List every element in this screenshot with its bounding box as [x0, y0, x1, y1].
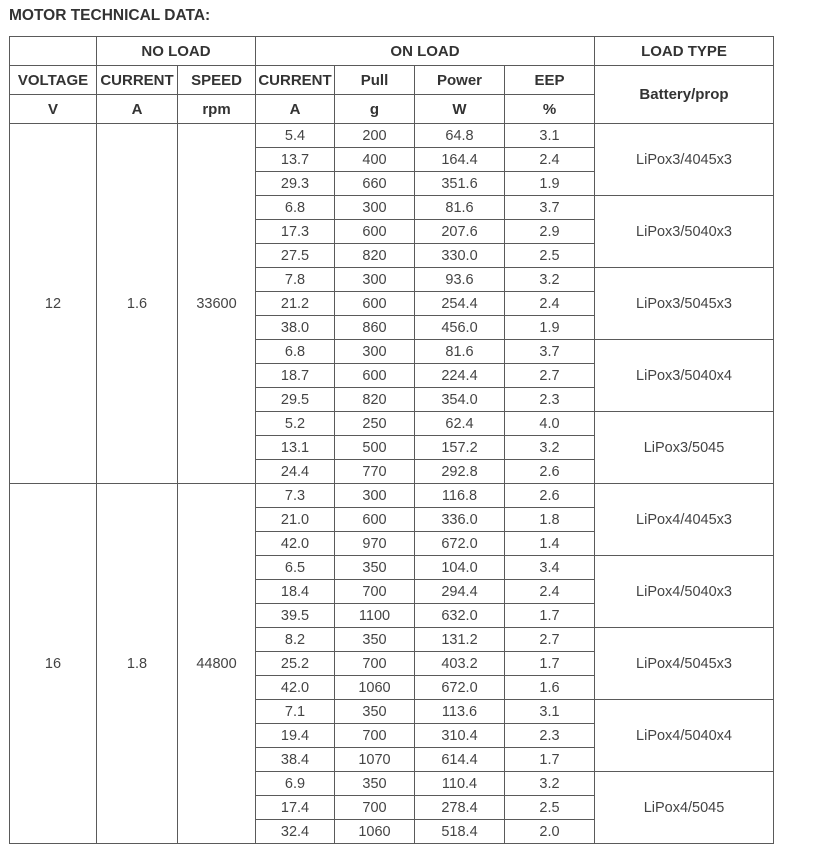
power-cell: 672.0: [415, 532, 505, 556]
eep-cell: 1.7: [505, 604, 595, 628]
eep-cell: 2.4: [505, 292, 595, 316]
eep-cell: 3.7: [505, 196, 595, 220]
voltage-cell: 16: [10, 484, 97, 844]
on-load-current-cell: 18.7: [256, 364, 335, 388]
battery-prop-cell: LiPox4/4045x3: [595, 484, 774, 556]
power-cell: 207.6: [415, 220, 505, 244]
unit-power: W: [415, 95, 505, 124]
pull-cell: 770: [335, 460, 415, 484]
pull-cell: 600: [335, 220, 415, 244]
on-load-current-cell: 29.5: [256, 388, 335, 412]
power-cell: 254.4: [415, 292, 505, 316]
header-blank-cell: [10, 37, 97, 66]
battery-prop-cell: LiPox3/5045x3: [595, 268, 774, 340]
eep-cell: 2.7: [505, 628, 595, 652]
eep-cell: 2.5: [505, 796, 595, 820]
eep-cell: 2.4: [505, 580, 595, 604]
speed-cell: 44800: [178, 484, 256, 844]
eep-cell: 3.2: [505, 268, 595, 292]
power-cell: 157.2: [415, 436, 505, 460]
on-load-current-cell: 39.5: [256, 604, 335, 628]
on-load-current-cell: 38.0: [256, 316, 335, 340]
header-no-load-current: CURRENT: [97, 66, 178, 95]
pull-cell: 600: [335, 508, 415, 532]
power-cell: 330.0: [415, 244, 505, 268]
on-load-current-cell: 21.2: [256, 292, 335, 316]
eep-cell: 1.7: [505, 748, 595, 772]
battery-prop-cell: LiPox4/5040x4: [595, 700, 774, 772]
on-load-current-cell: 27.5: [256, 244, 335, 268]
on-load-current-cell: 18.4: [256, 580, 335, 604]
battery-prop-cell: LiPox3/5040x3: [595, 196, 774, 268]
on-load-current-cell: 38.4: [256, 748, 335, 772]
pull-cell: 200: [335, 124, 415, 148]
pull-cell: 700: [335, 652, 415, 676]
eep-cell: 3.4: [505, 556, 595, 580]
power-cell: 310.4: [415, 724, 505, 748]
battery-prop-cell: LiPox4/5045x3: [595, 628, 774, 700]
power-cell: 292.8: [415, 460, 505, 484]
pull-cell: 350: [335, 772, 415, 796]
header-pull: Pull: [335, 66, 415, 95]
power-cell: 62.4: [415, 412, 505, 436]
power-cell: 81.6: [415, 340, 505, 364]
pull-cell: 300: [335, 196, 415, 220]
no-load-current-cell: 1.6: [97, 124, 178, 484]
power-cell: 351.6: [415, 172, 505, 196]
page-title: MOTOR TECHNICAL DATA:: [9, 7, 211, 24]
unit-no-load-current: A: [97, 95, 178, 124]
battery-prop-cell: LiPox4/5040x3: [595, 556, 774, 628]
pull-cell: 970: [335, 532, 415, 556]
table-row: [10, 484, 774, 508]
power-cell: 93.6: [415, 268, 505, 292]
eep-cell: 2.5: [505, 244, 595, 268]
on-load-current-cell: 21.0: [256, 508, 335, 532]
power-cell: 294.4: [415, 580, 505, 604]
unit-eep: %: [505, 95, 595, 124]
eep-cell: 2.6: [505, 460, 595, 484]
eep-cell: 2.9: [505, 220, 595, 244]
pull-cell: 820: [335, 388, 415, 412]
header-eep: EEP: [505, 66, 595, 95]
pull-cell: 820: [335, 244, 415, 268]
power-cell: 64.8: [415, 124, 505, 148]
pull-cell: 250: [335, 412, 415, 436]
on-load-current-cell: 5.4: [256, 124, 335, 148]
eep-cell: 3.2: [505, 436, 595, 460]
on-load-current-cell: 42.0: [256, 676, 335, 700]
pull-cell: 1060: [335, 820, 415, 844]
unit-voltage: V: [10, 95, 97, 124]
header-speed: SPEED: [178, 66, 256, 95]
battery-prop-cell: LiPox3/5045: [595, 412, 774, 484]
pull-cell: 660: [335, 172, 415, 196]
on-load-current-cell: 8.2: [256, 628, 335, 652]
on-load-current-cell: 17.4: [256, 796, 335, 820]
eep-cell: 3.7: [505, 340, 595, 364]
power-cell: 131.2: [415, 628, 505, 652]
eep-cell: 2.6: [505, 484, 595, 508]
pull-cell: 300: [335, 340, 415, 364]
battery-prop-cell: LiPox3/5040x4: [595, 340, 774, 412]
eep-cell: 1.7: [505, 652, 595, 676]
header-voltage: VOLTAGE: [10, 66, 97, 95]
pull-cell: 300: [335, 484, 415, 508]
pull-cell: 350: [335, 700, 415, 724]
power-cell: 81.6: [415, 196, 505, 220]
header-load-type: LOAD TYPE: [595, 37, 774, 66]
power-cell: 113.6: [415, 700, 505, 724]
pull-cell: 1060: [335, 676, 415, 700]
eep-cell: 2.3: [505, 724, 595, 748]
power-cell: 104.0: [415, 556, 505, 580]
eep-cell: 3.2: [505, 772, 595, 796]
unit-on-load-current: A: [256, 95, 335, 124]
pull-cell: 700: [335, 580, 415, 604]
header-on-load-current: CURRENT: [256, 66, 335, 95]
pull-cell: 300: [335, 268, 415, 292]
on-load-current-cell: 6.8: [256, 196, 335, 220]
pull-cell: 1100: [335, 604, 415, 628]
voltage-cell: 12: [10, 124, 97, 484]
power-cell: 672.0: [415, 676, 505, 700]
on-load-current-cell: 6.9: [256, 772, 335, 796]
on-load-current-cell: 32.4: [256, 820, 335, 844]
eep-cell: 2.4: [505, 148, 595, 172]
power-cell: 278.4: [415, 796, 505, 820]
on-load-current-cell: 13.1: [256, 436, 335, 460]
on-load-current-cell: 7.1: [256, 700, 335, 724]
eep-cell: 3.1: [505, 124, 595, 148]
eep-cell: 1.4: [505, 532, 595, 556]
unit-pull: g: [335, 95, 415, 124]
table-row: [10, 124, 774, 148]
on-load-current-cell: 29.3: [256, 172, 335, 196]
eep-cell: 2.7: [505, 364, 595, 388]
pull-cell: 860: [335, 316, 415, 340]
pull-cell: 350: [335, 556, 415, 580]
on-load-current-cell: 6.8: [256, 340, 335, 364]
on-load-current-cell: 6.5: [256, 556, 335, 580]
eep-cell: 1.8: [505, 508, 595, 532]
power-cell: 224.4: [415, 364, 505, 388]
pull-cell: 700: [335, 724, 415, 748]
on-load-current-cell: 19.4: [256, 724, 335, 748]
header-power: Power: [415, 66, 505, 95]
no-load-current-cell: 1.8: [97, 484, 178, 844]
header-row-1: [10, 37, 774, 66]
power-cell: 614.4: [415, 748, 505, 772]
on-load-current-cell: 7.3: [256, 484, 335, 508]
on-load-current-cell: 24.4: [256, 460, 335, 484]
pull-cell: 600: [335, 292, 415, 316]
eep-cell: 2.3: [505, 388, 595, 412]
header-battery-prop: Battery/prop: [595, 66, 774, 124]
battery-prop-cell: LiPox4/5045: [595, 772, 774, 844]
power-cell: 354.0: [415, 388, 505, 412]
eep-cell: 3.1: [505, 700, 595, 724]
pull-cell: 350: [335, 628, 415, 652]
on-load-current-cell: 7.8: [256, 268, 335, 292]
on-load-current-cell: 25.2: [256, 652, 335, 676]
eep-cell: 4.0: [505, 412, 595, 436]
pull-cell: 500: [335, 436, 415, 460]
header-on-load: ON LOAD: [256, 37, 595, 66]
pull-cell: 400: [335, 148, 415, 172]
pull-cell: 700: [335, 796, 415, 820]
power-cell: 632.0: [415, 604, 505, 628]
battery-prop-cell: LiPox3/4045x3: [595, 124, 774, 196]
pull-cell: 1070: [335, 748, 415, 772]
unit-speed: rpm: [178, 95, 256, 124]
on-load-current-cell: 42.0: [256, 532, 335, 556]
power-cell: 456.0: [415, 316, 505, 340]
on-load-current-cell: 13.7: [256, 148, 335, 172]
power-cell: 336.0: [415, 508, 505, 532]
power-cell: 116.8: [415, 484, 505, 508]
eep-cell: 1.9: [505, 172, 595, 196]
power-cell: 110.4: [415, 772, 505, 796]
power-cell: 403.2: [415, 652, 505, 676]
motor-data-table: [9, 36, 774, 844]
on-load-current-cell: 17.3: [256, 220, 335, 244]
eep-cell: 1.6: [505, 676, 595, 700]
on-load-current-cell: 5.2: [256, 412, 335, 436]
power-cell: 518.4: [415, 820, 505, 844]
eep-cell: 1.9: [505, 316, 595, 340]
speed-cell: 33600: [178, 124, 256, 484]
power-cell: 164.4: [415, 148, 505, 172]
eep-cell: 2.0: [505, 820, 595, 844]
header-no-load: NO LOAD: [97, 37, 256, 66]
header-row-2: [10, 66, 774, 95]
pull-cell: 600: [335, 364, 415, 388]
